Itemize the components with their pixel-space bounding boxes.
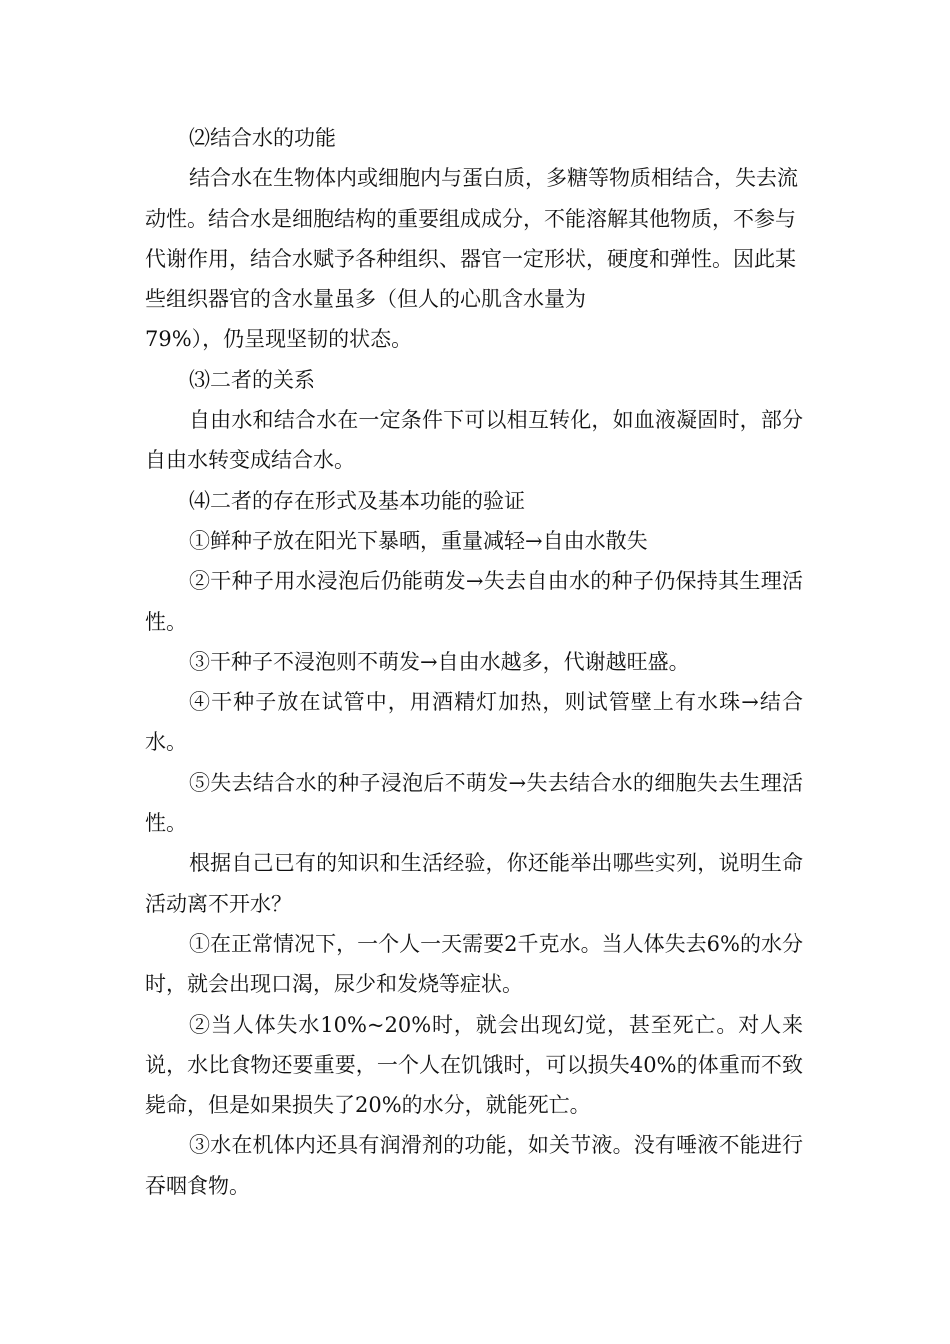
list-item-verification-2: ②干种子用水浸泡后仍能萌发→失去自由水的种子仍保持其生理活性。 <box>145 569 803 634</box>
list-item-verification-3: ③干种子不浸泡则不萌发→自由水越多，代谢越旺盛。 <box>189 649 690 674</box>
paragraph-relationship: 自由水和结合水在一定条件下可以相互转化，如血液凝固时，部分自由水转变成结合水。 <box>145 408 803 473</box>
list-item-example-1: ①在正常情况下，一个人一天需要2千克水。当人体失去6%的水分时，就会出现口渴，尿少和发烧等症状。 <box>145 931 803 997</box>
list-item-example-3: ③水在机体内还具有润滑剂的功能，如关节液。没有唾液不能进行吞咽食物。 <box>145 1133 803 1198</box>
heading-verification: ⑷二者的存在形式及基本功能的验证 <box>189 488 525 513</box>
paragraph-question: 根据自己已有的知识和生活经验，你还能举出哪些实列，说明生命活动离不开水？ <box>145 851 803 916</box>
document-body <box>145 118 803 1206</box>
heading-bound-water-function: ⑵结合水的功能 <box>189 126 336 150</box>
list-item-verification-5: ⑤失去结合水的种子浸泡后不萌发→失去结合水的细胞失去生理活性。 <box>145 770 803 836</box>
paragraph-bound-water-continued: 79%），仍呈现坚韧的状态。 <box>145 327 413 352</box>
paragraph-bound-water-description: 结合水在生物体内或细胞内与蛋白质，多糖等物质相结合，失去流动性。结合水是细胞结构的重要组成成分，不能溶解其他物质，不参与代谢作用，结合水赋予各种组织、器官一定形状，硬度和弹性。因此某些组织器官的含水量虽多（但人的心肌含水量为 <box>145 166 798 312</box>
list-item-verification-1: ①鲜种子放在阳光下暴晒，重量减轻→自由水散失 <box>189 528 648 553</box>
list-item-example-2: ②当人体失水10%~20%时，就会出现幻觉，甚至死亡。对人来说，水比食物还要重要，一个人在饥饿时，可以损失40%的体重而不致毙命，但是如果损失了20%的水分，就能死亡。 <box>145 1012 803 1118</box>
heading-relationship: ⑶二者的关系 <box>189 367 315 392</box>
list-item-verification-4: ④干种子放在试管中，用酒精灯加热，则试管壁上有水珠→结合水。 <box>145 690 803 755</box>
